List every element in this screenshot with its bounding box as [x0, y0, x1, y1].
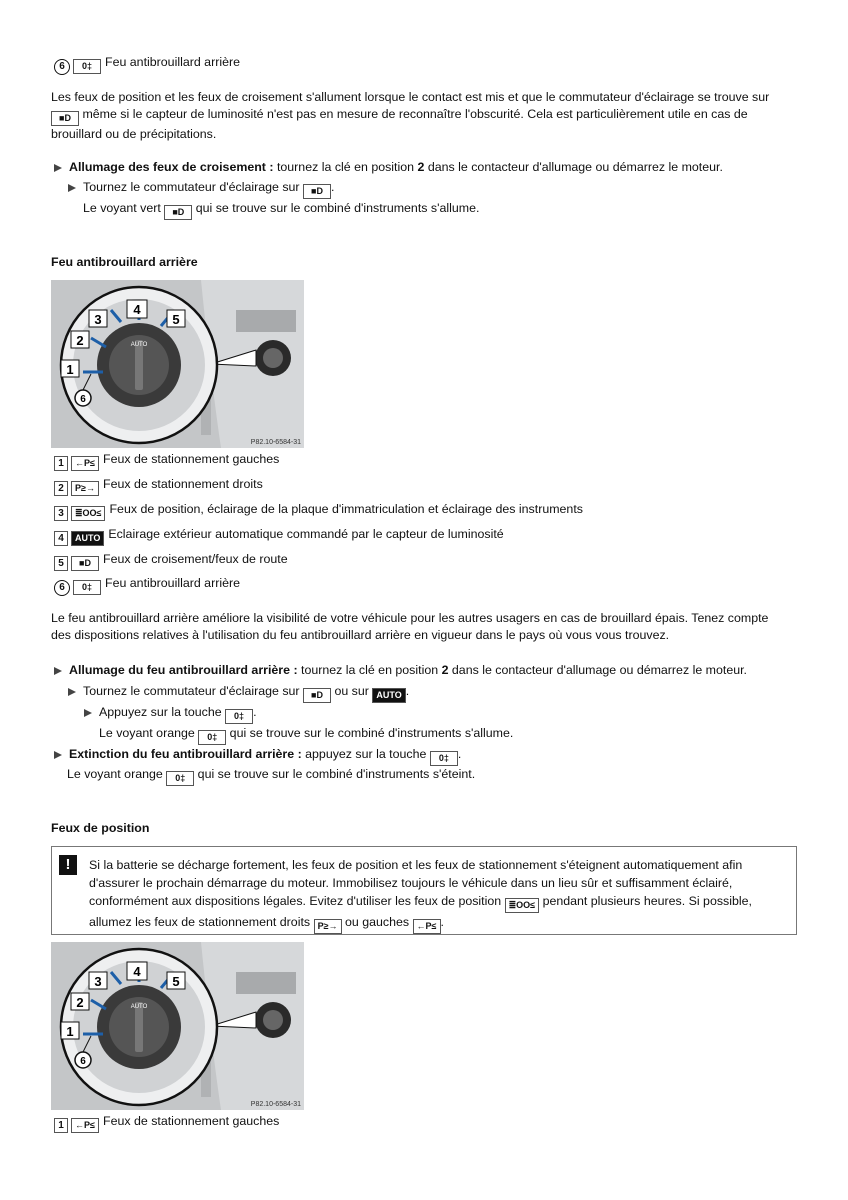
- fog-light-icon: 0‡: [73, 59, 101, 74]
- step-text: Tournez le commutateur d'éclairage sur: [83, 684, 300, 698]
- step-text: ou sur: [331, 684, 369, 698]
- legend-item: [54, 552, 288, 571]
- legend-number: 3: [54, 506, 68, 521]
- legend-label: Feux de stationnement gauches: [103, 452, 280, 466]
- punct: .: [331, 180, 335, 194]
- low-beam-icon: ■D: [164, 205, 192, 220]
- callout-5: 5: [172, 974, 180, 989]
- callout-6: 6: [80, 394, 86, 405]
- auto-light-icon: AUTO: [372, 688, 405, 703]
- warning-text: [89, 856, 789, 934]
- fog-light-icon: 0‡: [198, 730, 226, 745]
- figure-caption: P82.10-6584-31: [250, 1101, 301, 1108]
- top-legend-item: [54, 55, 240, 75]
- light-switch-illustration: [51, 280, 304, 448]
- step-orange-on: [99, 726, 513, 745]
- arrow-icon: [68, 688, 76, 696]
- fog-light-icon: 0‡: [225, 709, 253, 724]
- legend-label: Feux de stationnement droits: [103, 477, 263, 491]
- callout-2: 2: [76, 995, 84, 1010]
- legend-item: [54, 527, 504, 546]
- legend-item: [54, 477, 263, 496]
- punct: .: [253, 705, 257, 719]
- callout-6: 6: [80, 1056, 86, 1067]
- intro-line-1: Les feux de position et les feux de croisement s'allument lorsque le contact est mis et que le commutateur d'éclairage se trouve sur: [51, 90, 770, 104]
- step-text: dans le contacteur d'allumage ou démarrez le moteur.: [424, 160, 723, 174]
- legend-item: [54, 452, 279, 471]
- callout-2: 2: [76, 333, 84, 348]
- warning-line: ou gauches: [345, 915, 410, 929]
- step-text: dans le contacteur d'allumage ou démarrez le moteur.: [448, 663, 747, 677]
- legend-label: Eclairage extérieur automatique commandé par le capteur de luminosité: [108, 527, 504, 541]
- step-text: Le voyant orange: [99, 726, 195, 740]
- fog-light-icon: 0‡: [166, 771, 194, 786]
- step-fog-off: [54, 747, 461, 766]
- legend-item: [54, 576, 240, 596]
- fog-paragraph: [51, 610, 801, 643]
- punct: .: [405, 684, 410, 698]
- step-text: appuyez sur la touche: [301, 747, 427, 761]
- legend-number: 4: [54, 531, 68, 546]
- auto-label: AUTO: [130, 342, 148, 348]
- side-light-icon: ≣OO≤: [71, 506, 105, 521]
- step-title: Allumage du feu antibrouillard arrière :: [69, 663, 298, 677]
- auto-light-icon: AUTO: [71, 531, 104, 546]
- arrow-icon: [54, 164, 62, 172]
- callout-1: 1: [66, 362, 74, 377]
- arrow-icon: [54, 751, 62, 759]
- warning-line: d'assurer le prochain démarrage du moteur. Immobilisez toujours le véhicule dans un lieu sûr et suffisamment éclairé,: [89, 876, 733, 890]
- step-text: Le voyant vert: [83, 201, 161, 215]
- callout-5: 5: [172, 312, 180, 327]
- callout-1: 1: [66, 1024, 74, 1039]
- fog-light-icon: 0‡: [73, 580, 101, 595]
- callout-3: 3: [94, 312, 102, 327]
- fog-line-1: Le feu antibrouillard arrière améliore la visibilité de votre véhicule pour les autres usagers en cas de brouillard épais. Tenez compte: [51, 611, 769, 625]
- light-switch-figure-2: [51, 942, 304, 1110]
- key-position: 2: [417, 160, 425, 174]
- callout-4: 4: [133, 964, 141, 979]
- legend-label: Feu antibrouillard arrière: [105, 576, 240, 590]
- legend-number: 5: [54, 556, 68, 571]
- warning-icon: !: [59, 855, 77, 875]
- light-switch-figure: [51, 280, 304, 448]
- punct: .: [457, 747, 462, 761]
- callout-4: 4: [133, 302, 141, 317]
- step-text: qui se trouve sur le combiné d'instruments s'éteint.: [197, 767, 476, 781]
- callout-3: 3: [94, 974, 102, 989]
- auto-label: AUTO: [130, 1004, 148, 1010]
- light-switch-illustration: [51, 942, 304, 1110]
- parking-light-right-icon: P≥→: [71, 481, 99, 496]
- legend-number: 6: [54, 580, 70, 596]
- arrow-icon: [54, 667, 62, 675]
- arrow-icon: [84, 709, 92, 717]
- step-text: Le voyant orange: [67, 767, 163, 781]
- low-beam-icon: ■D: [303, 688, 331, 703]
- parking-light-right-icon: P≥→: [314, 919, 342, 934]
- arrow-icon: [68, 184, 76, 192]
- low-beam-icon: ■D: [51, 111, 79, 126]
- step-text: Tournez le commutateur d'éclairage sur: [83, 180, 300, 194]
- legend-label: Feux de stationnement gauches: [103, 1114, 280, 1128]
- parking-light-left-icon: ←P≤: [71, 456, 99, 471]
- section-title-fog: Feu antibrouillard arrière: [51, 255, 198, 269]
- warning-line: conformément aux dispositions légales. Evitez d'utiliser les feux de position: [89, 894, 502, 908]
- warning-line: pendant plusieurs heures. Si possible,: [542, 894, 752, 908]
- step-text: qui se trouve sur le combiné d'instruments s'allume.: [195, 201, 480, 215]
- figure-caption: P82.10-6584-31: [250, 439, 301, 446]
- step-orange-off: [67, 767, 475, 786]
- fog-light-icon: 0‡: [430, 751, 458, 766]
- step-text: qui se trouve sur le combiné d'instruments s'allume.: [229, 726, 514, 740]
- step-text: Appuyez sur la touche: [99, 705, 222, 719]
- step-green-indicator: [83, 201, 479, 220]
- legend-number: 6: [54, 59, 70, 75]
- legend-number: 1: [54, 1118, 68, 1133]
- legend-item: [54, 502, 583, 521]
- parking-light-left-icon: ←P≤: [71, 1118, 99, 1133]
- legend-label: Feux de croisement/feux de route: [103, 552, 288, 566]
- step-press-fog: [84, 705, 257, 724]
- warning-line: allumez les feux de stationnement droits: [89, 915, 311, 929]
- step-text: tournez la clé en position: [273, 160, 418, 174]
- intro-line-2: même si le capteur de luminosité n'est pas en mesure de reconnaître l'obscurité. Cela est particulièrement utile en cas de: [79, 106, 748, 121]
- step-title: Allumage des feux de croisement :: [69, 160, 274, 174]
- section-title-position: Feux de position: [51, 821, 150, 835]
- legend-number: 1: [54, 456, 68, 471]
- step-text: tournez la clé en position: [297, 663, 442, 677]
- warning-box: [51, 846, 797, 935]
- step-turn-switch-2: [68, 684, 409, 703]
- fog-line-2: des dispositions relatives à l'utilisation du feu antibrouillard arrière en vigueur dans le pays où vous vous trouvez.: [51, 627, 670, 642]
- step-low-beam-on: [54, 160, 723, 174]
- legend-number: 2: [54, 481, 68, 496]
- step-fog-on: [54, 663, 747, 677]
- low-beam-icon: ■D: [303, 184, 331, 199]
- step-title: Extinction du feu antibrouillard arrière :: [69, 747, 302, 761]
- legend-item-bottom: [54, 1114, 279, 1133]
- step-turn-switch: [68, 180, 334, 199]
- punct: .: [440, 915, 444, 929]
- legend-label: Feu antibrouillard arrière: [105, 55, 240, 69]
- intro-line-3: brouillard ou de précipitations.: [51, 126, 217, 141]
- key-position: 2: [441, 663, 449, 677]
- side-light-icon: ≣OO≤: [505, 898, 539, 913]
- intro-paragraph: [51, 89, 801, 142]
- parking-light-left-icon: ←P≤: [413, 919, 441, 934]
- legend-label: Feux de position, éclairage de la plaque d'immatriculation et éclairage des instruments: [109, 502, 583, 516]
- low-beam-icon: ■D: [71, 556, 99, 571]
- warning-line: Si la batterie se décharge fortement, les feux de position et les feux de stationnement s'éteignent automatiquement afin: [89, 858, 743, 872]
